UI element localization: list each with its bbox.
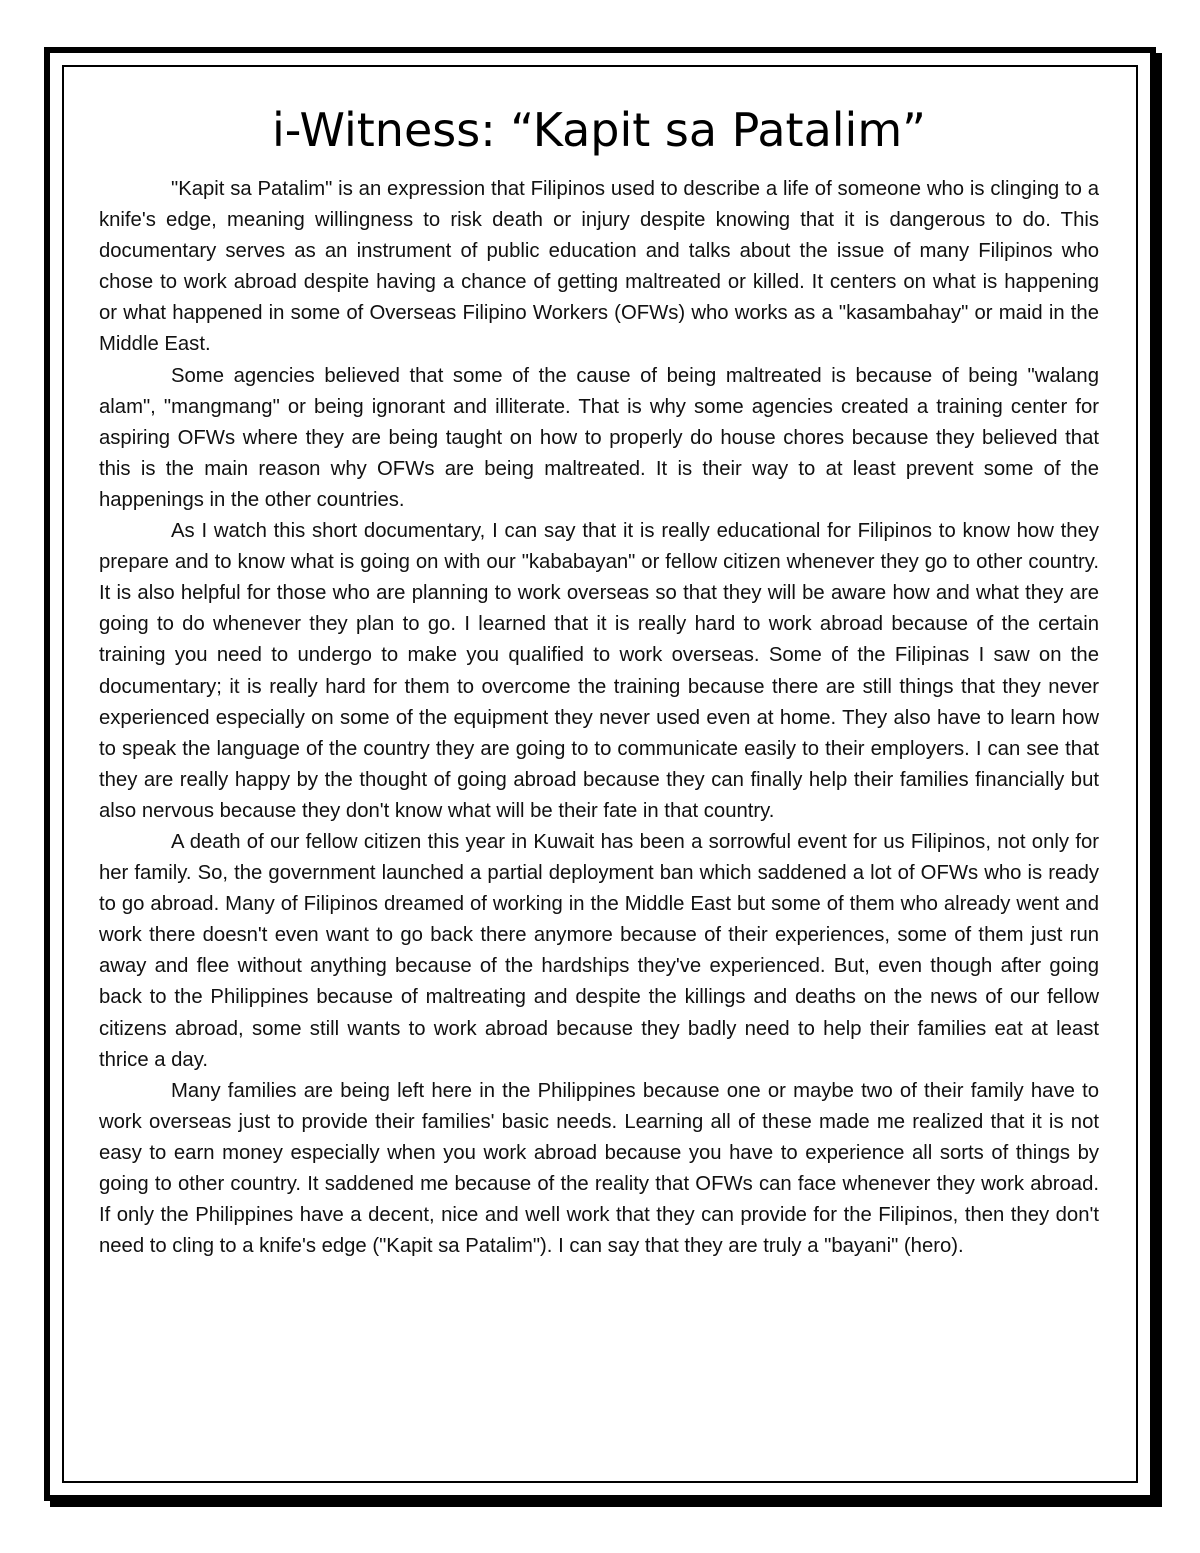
paragraph-4: A death of our fellow citizen this year in Kuwait has been a sorrowful event for us Filipinos, not only for her family. So, the government launched a partial deployment ban which saddened a lot of OFWs who is ready to go abroad. Many of Filipinos dreamed of working in the Middle East but some of them who already went and work there doesn't even want to go back there anymore because of their experiences, some of them just run away and flee without anything because of the hardships they've experienced. But, even though after going back to the Philippines because of maltreating and despite the killings and deaths on the news of our fellow citizens abroad, some still wants to work abroad because they badly need to help their families eat at least thrice a day. <box>99 830 1099 1071</box>
document-title: i-Witness: “Kapit sa Patalim” <box>272 103 926 157</box>
paragraph-5: Many families are being left here in the Philippines because one or maybe two of their family have to work overseas just to provide their families' basic needs. Learning all of these made me realized that it is not easy to earn money especially when you work abroad because you have to experience all sorts of things by going to other country. It saddened me because of the reality that OFWs can face whenever they work abroad. If only the Philippines have a decent, nice and well work that they can provide for the Filipinos, then they don't need to cling to a knife's edge ("Kapit sa Patalim"). I can say that they are truly a "bayani" (hero). <box>99 1079 1099 1258</box>
paragraph-1: "Kapit sa Patalim" is an expression that Filipinos used to describe a life of someone who is clinging to a knife's edge, meaning willingness to risk death or injury despite knowing that it is dangerous to do. This documentary serves as an instrument of public education and talks about the issue of many Filipinos who chose to work abroad despite having a chance of getting maltreated or killed. It centers on what is happening or what happened in some of Overseas Filipino Workers (OFWs) who works as a "kasambahay" or maid in the Middle East. <box>99 178 1099 356</box>
document-body <box>99 98 1099 1262</box>
paragraph-2: Some agencies believed that some of the cause of being maltreated is because of being "walang alam", "mangmang" or being ignorant and illiterate. That is why some agencies created a training center for aspiring OFWs where they are being taught on how to properly do house chores because they believed that this is the main reason why OFWs are being maltreated. It is their way to at least prevent some of the happenings in the other countries. <box>99 364 1099 511</box>
paragraph-3: As I watch this short documentary, I can say that it is really educational for Filipinos to know how they prepare and to know what is going on with our "kababayan" or fellow citizen whenever they go to other country. It is also helpful for those who are planning to work overseas so that they will be aware how and what they are going to do whenever they plan to go. I learned that it is really hard to work abroad because of the certain training you need to undergo to make you qualified to work overseas. Some of the Filipinas I saw on the documentary; it is really hard for them to overcome the training because there are still things that they never experienced especially on some of the equipment they never used even at home. They also have to learn how to speak the language of the country they are going to to communicate easily to their employers. I can see that they are really happy by the thought of going abroad because they can finally help their families financially but also nervous because they don't know what will be their fate in that country. <box>99 520 1099 822</box>
